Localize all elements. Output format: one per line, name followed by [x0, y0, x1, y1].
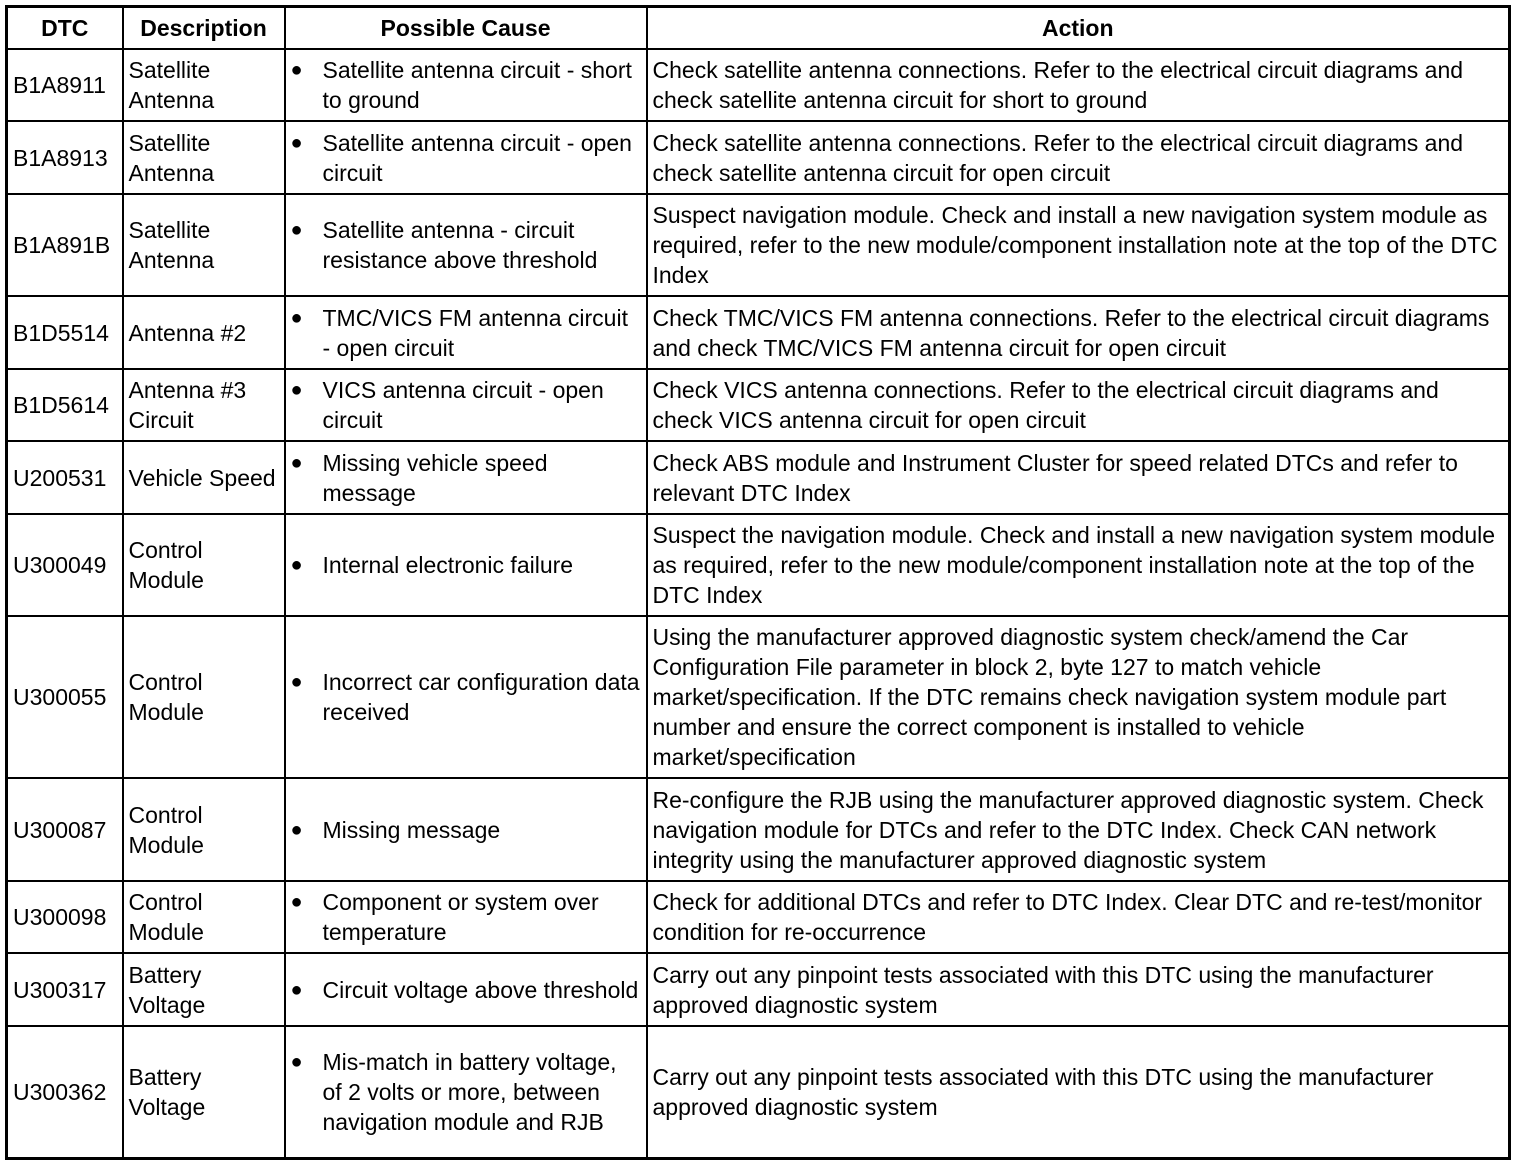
cause-item — [291, 975, 641, 1005]
bullet-icon: ● — [290, 379, 303, 401]
bullet-icon: ● — [290, 671, 303, 693]
bullet-icon: ● — [290, 451, 303, 474]
table-header-row — [7, 7, 1510, 50]
bullet-icon: ● — [290, 891, 303, 913]
action-text: Check for additional DTCs and refer to DTC Index. Clear DTC and re-test/monitor condition for re-occurrence — [652, 889, 1483, 945]
dtc-code-cell — [7, 953, 123, 1026]
cause-item — [291, 815, 641, 845]
action-text: Check TMC/VICS FM antenna connections. Refer to the electrical circuit diagrams and check TMC/VICS FM antenna circuit for open circuit — [652, 304, 1490, 361]
cause-item — [291, 375, 641, 435]
cause-list — [291, 215, 641, 275]
dtc-code: U300098 — [13, 904, 107, 930]
possible-cause-cell — [285, 194, 647, 296]
dtc-description: Satellite Antenna — [128, 129, 215, 186]
possible-cause-cell — [285, 441, 647, 514]
cause-item — [291, 550, 641, 580]
cause-list — [291, 128, 641, 188]
description-cell — [123, 369, 285, 441]
cause-text: Satellite antenna - circuit resistance above threshold — [322, 217, 598, 273]
table-row — [7, 1026, 1510, 1158]
possible-cause-cell — [285, 1026, 647, 1158]
description-cell — [123, 49, 285, 121]
bullet-icon: ● — [290, 978, 303, 1001]
bullet-icon: ● — [290, 306, 303, 329]
cause-text: Missing vehicle speed message — [322, 449, 548, 506]
possible-cause-cell — [285, 778, 647, 881]
description-cell — [123, 953, 285, 1026]
dtc-code: U300049 — [13, 552, 107, 578]
cause-item — [291, 887, 641, 947]
action-text: Check satellite antenna connections. Refer to the electrical circuit diagrams and check satellite antenna circuit for open circuit — [652, 129, 1464, 186]
description-cell — [123, 1026, 285, 1158]
dtc-code: U300055 — [13, 684, 107, 710]
dtc-description: Control Module — [128, 889, 204, 945]
cause-list — [291, 303, 641, 363]
bullet-icon: ● — [290, 131, 303, 154]
dtc-code: U300317 — [13, 976, 107, 1003]
table-row — [7, 49, 1510, 121]
action-cell — [647, 953, 1510, 1026]
dtc-description: Satellite Antenna — [128, 217, 215, 273]
dtc-description: Control Module — [128, 537, 204, 593]
cause-item — [291, 303, 641, 363]
table-row — [7, 194, 1510, 296]
dtc-code-cell — [7, 616, 123, 778]
dtc-code: U300362 — [13, 1078, 107, 1105]
table-row — [7, 514, 1510, 616]
dtc-code: B1D5514 — [13, 319, 109, 346]
dtc-code: B1A8913 — [13, 144, 108, 171]
action-text: Suspect navigation module. Check and install a new navigation system module as required, refer to the new module/component installation note at the top of the DTC Index — [652, 202, 1498, 288]
table-row — [7, 881, 1510, 953]
cause-text: Circuit voltage above threshold — [322, 976, 639, 1003]
header-dtc: DTC — [7, 7, 123, 50]
description-cell — [123, 881, 285, 953]
cause-item — [291, 448, 641, 508]
cause-list — [291, 887, 641, 947]
cause-list — [291, 975, 641, 1005]
dtc-code-cell — [7, 1026, 123, 1158]
cause-text: Component or system over temperature — [322, 889, 599, 945]
dtc-description: Control Module — [128, 669, 204, 725]
table-row — [7, 369, 1510, 441]
cause-list — [291, 667, 641, 727]
dtc-description: Antenna #3 Circuit — [128, 377, 247, 433]
dtc-code-cell — [7, 296, 123, 369]
bullet-icon: ● — [290, 219, 303, 241]
bullet-icon: ● — [290, 818, 303, 841]
dtc-code: B1D5614 — [13, 392, 109, 418]
action-cell — [647, 369, 1510, 441]
dtc-code-cell — [7, 121, 123, 194]
dtc-code: U300087 — [13, 816, 107, 843]
action-cell — [647, 121, 1510, 194]
cause-text: TMC/VICS FM antenna circuit - open circuit — [322, 304, 628, 361]
possible-cause-cell — [285, 616, 647, 778]
possible-cause-cell — [285, 514, 647, 616]
action-cell — [647, 194, 1510, 296]
action-cell — [647, 514, 1510, 616]
cause-item — [291, 55, 641, 115]
dtc-description: Battery Voltage — [128, 961, 206, 1018]
description-cell — [123, 441, 285, 514]
cause-list — [291, 1047, 641, 1137]
bullet-icon: ● — [290, 59, 303, 81]
table-row — [7, 441, 1510, 514]
possible-cause-cell — [285, 49, 647, 121]
dtc-description: Control Module — [128, 801, 204, 858]
header-action: Action — [647, 7, 1510, 50]
action-cell — [647, 296, 1510, 369]
cause-text: Satellite antenna circuit - short to ground — [322, 57, 632, 113]
cause-text: Incorrect car configuration data received — [322, 669, 640, 725]
cause-text: Satellite antenna circuit - open circuit — [322, 129, 632, 186]
description-cell — [123, 296, 285, 369]
dtc-code-cell — [7, 881, 123, 953]
header-possible-cause: Possible Cause — [285, 7, 647, 50]
action-cell — [647, 441, 1510, 514]
description-cell — [123, 121, 285, 194]
action-text: Check VICS antenna connections. Refer to the electrical circuit diagrams and check VICS antenna circuit for open circuit — [652, 377, 1439, 433]
table-row — [7, 121, 1510, 194]
cause-item — [291, 1047, 641, 1137]
dtc-description: Antenna #2 — [128, 319, 247, 346]
possible-cause-cell — [285, 953, 647, 1026]
cause-text: Mis-match in battery voltage, of 2 volts or more, between navigation module and RJB — [322, 1048, 617, 1135]
dtc-code: B1A8911 — [13, 72, 106, 98]
dtc-description: Battery Voltage — [128, 1063, 206, 1120]
action-text: Check ABS module and Instrument Cluster for speed related DTCs and refer to relevant DTC Index — [652, 449, 1458, 506]
description-cell — [123, 616, 285, 778]
cause-list — [291, 375, 641, 435]
cause-text: Internal electronic failure — [322, 552, 574, 578]
description-cell — [123, 778, 285, 881]
action-text: Suspect the navigation module. Check and install a new navigation system module as required, refer to the new module/component installation note at the top of the DTC Index — [652, 522, 1496, 608]
cause-item — [291, 128, 641, 188]
dtc-code: B1A891B — [13, 232, 111, 258]
cause-item — [291, 215, 641, 275]
action-text: Carry out any pinpoint tests associated with this DTC using the manufacturer approved diagnostic system — [652, 1063, 1434, 1120]
action-text: Re-configure the RJB using the manufacturer approved diagnostic system. Check navigation module for DTCs and refer to the DTC Index. Check CAN network integrity using the manufacturer approved diagnostic system — [652, 786, 1484, 873]
description-cell — [123, 514, 285, 616]
dtc-code-cell — [7, 441, 123, 514]
action-text: Carry out any pinpoint tests associated with this DTC using the manufacturer approved diagnostic system — [652, 961, 1434, 1018]
table-row — [7, 296, 1510, 369]
table-body — [7, 49, 1510, 1158]
cause-list — [291, 815, 641, 845]
table-row — [7, 616, 1510, 778]
action-text: Check satellite antenna connections. Refer to the electrical circuit diagrams and check satellite antenna circuit for short to ground — [652, 57, 1464, 113]
action-cell — [647, 616, 1510, 778]
bullet-icon: ● — [290, 1050, 303, 1073]
table-row — [7, 953, 1510, 1026]
table-row — [7, 778, 1510, 881]
dtc-code-cell — [7, 514, 123, 616]
cause-text: VICS antenna circuit - open circuit — [322, 377, 604, 433]
action-cell — [647, 1026, 1510, 1158]
description-cell — [123, 194, 285, 296]
dtc-code-cell — [7, 194, 123, 296]
cause-text: Missing message — [322, 816, 501, 843]
dtc-table — [5, 5, 1511, 1160]
dtc-code-cell — [7, 369, 123, 441]
possible-cause-cell — [285, 369, 647, 441]
header-description: Description — [123, 7, 285, 50]
dtc-table-container — [5, 5, 1511, 1160]
cause-list — [291, 55, 641, 115]
bullet-icon: ● — [290, 554, 303, 576]
dtc-code-cell — [7, 778, 123, 881]
possible-cause-cell — [285, 121, 647, 194]
cause-item — [291, 667, 641, 727]
dtc-code: U200531 — [13, 464, 107, 491]
action-cell — [647, 881, 1510, 953]
action-cell — [647, 778, 1510, 881]
cause-list — [291, 448, 641, 508]
possible-cause-cell — [285, 881, 647, 953]
possible-cause-cell — [285, 296, 647, 369]
dtc-description: Vehicle Speed — [128, 464, 276, 491]
action-cell — [647, 49, 1510, 121]
action-text: Using the manufacturer approved diagnostic system check/amend the Car Configuration File parameter in block 2, byte 127 to match vehicle market/specification. If the DTC remains check navigation system module part number and ensure the correct component is installed to vehicle market/specification — [652, 624, 1447, 770]
dtc-description: Satellite Antenna — [128, 57, 215, 113]
dtc-code-cell — [7, 49, 123, 121]
cause-list — [291, 550, 641, 580]
